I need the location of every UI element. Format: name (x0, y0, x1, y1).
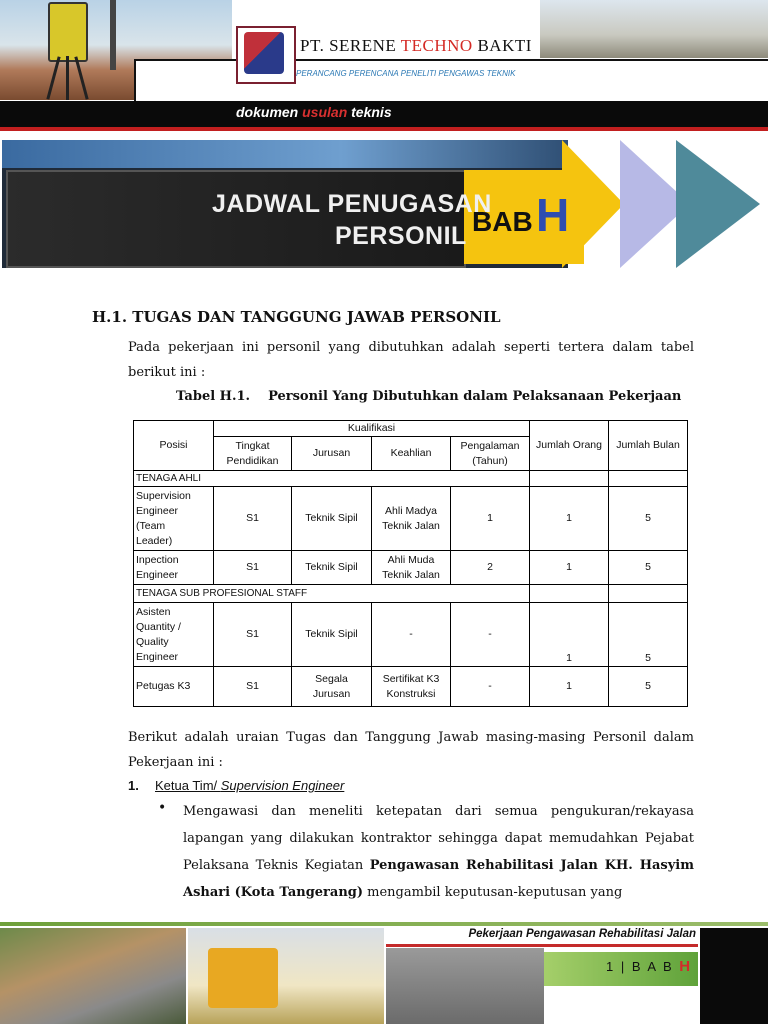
cell-keahlian: Sertifikat K3 Konstruksi (372, 667, 451, 707)
section-heading: H.1. TUGAS DAN TANGGUNG JAWAB PERSONIL (92, 308, 501, 326)
description-intro: Berikut adalah uraian Tugas dan Tanggung Jawab masing-masing Personil dalam Pekerjaan ini : (128, 730, 694, 770)
cell-posisi: Inpection Engineer (134, 551, 214, 585)
cell-orang: 1 (530, 487, 609, 551)
cell-tingkat: S1 (214, 487, 292, 551)
header-kualifikasi: Kualifikasi (214, 421, 530, 437)
table-row (134, 603, 688, 667)
chapter-label: BAB (472, 206, 533, 237)
cell-jurusan: Segala Jurusan (292, 667, 372, 707)
header-jurusan: Jurusan (292, 437, 372, 471)
company-logo (236, 26, 296, 84)
footer-title: Pekerjaan Pengawasan Rehabilitasi Jalan (468, 928, 696, 940)
cell-keahlian: Ahli Muda Teknik Jalan (372, 551, 451, 585)
excavator-icon (208, 948, 278, 1008)
header-tingkat: Tingkat Pendidikan (214, 437, 292, 471)
table-row (134, 551, 688, 585)
bullet-paragraph: Mengawasi dan meneliti ketepatan dari semua pengukuran/rekayasa lapangan yang dilakukan kontraktor sehingga dapat memudahkan Pejabat Pelaksana Teknis Kegiatan Pengawasan Rehabilitasi Jalan KH. Hasyim Ashari (Kota Tangerang) mengambil keputusan-keputusan yang (183, 804, 694, 900)
chevron-teal-icon (676, 140, 760, 268)
chapter-title-line2: PERSONIL (335, 222, 467, 250)
cell-pengalaman: - (451, 667, 530, 707)
table-row (134, 667, 688, 707)
cell-bulan: 5 (609, 667, 688, 707)
cell-tingkat: S1 (214, 603, 292, 667)
cell-jurusan: Teknik Sipil (292, 487, 372, 551)
footer-photo-road (0, 928, 186, 1024)
chapter-letter: H (536, 189, 570, 241)
header-photo-workers (540, 0, 768, 58)
cell-posisi: Supervision Engineer (Team Leader) (134, 487, 214, 551)
cell-bulan: 5 (609, 487, 688, 551)
slogan-box (134, 59, 768, 103)
chevron-yellow-icon (562, 140, 624, 268)
red-divider (0, 127, 768, 131)
company-slogan: PERANCANG PERENCANA PENELITI PENGAWAS TEKNIK (296, 69, 516, 78)
header-jumlah-bulan: Jumlah Bulan (609, 421, 688, 471)
list-number: 1. (128, 778, 139, 793)
cell-pengalaman: 1 (451, 487, 530, 551)
document-label: dokumen usulan teknis (236, 104, 392, 120)
cell-pengalaman: 2 (451, 551, 530, 585)
company-name: PT. SERENE TECHNO BAKTI (300, 36, 532, 55)
bullet-icon: • (158, 800, 167, 816)
header-keahlian: Keahlian (372, 437, 451, 471)
table-row (134, 487, 688, 551)
intro-paragraph: Pada pekerjaan ini personil yang dibutuhkan adalah seperti tertera dalam tabel berikut ini : (128, 340, 694, 380)
page-header (0, 0, 768, 102)
cell-orang: 1 (530, 551, 609, 585)
cell-tingkat: S1 (214, 667, 292, 707)
cell-keahlian: Ahli Madya Teknik Jalan (372, 487, 451, 551)
footer-photo-excavator (188, 928, 384, 1024)
cell-posisi: Asisten Quantity / Quality Engineer (134, 603, 214, 667)
cell-tingkat: S1 (214, 551, 292, 585)
footer-divider (0, 922, 768, 926)
footer-red-line (386, 944, 698, 947)
table-caption: Tabel H.1. Personil Yang Dibutuhkan dalam Pelaksanaan Pekerjaan (176, 389, 682, 404)
section-row-sub-profesional: TENAGA SUB PROFESIONAL STAFF (134, 585, 530, 603)
surveying-instrument-icon (48, 2, 88, 62)
cell-pengalaman: - (451, 603, 530, 667)
page-number: 1 | B A B H (606, 958, 691, 975)
cell-orang: 1 (530, 603, 609, 667)
section-row-tenaga-ahli: TENAGA AHLI (134, 471, 530, 487)
footer-photo-street (386, 948, 544, 1024)
cell-bulan: 5 (609, 603, 688, 667)
cell-posisi: Petugas K3 (134, 667, 214, 707)
list-item-title: Ketua Tim/ Supervision Engineer (155, 778, 345, 793)
personnel-table (133, 420, 688, 707)
cell-jurusan: Teknik Sipil (292, 603, 372, 667)
header-jumlah-orang: Jumlah Orang (530, 421, 609, 471)
header-posisi: Posisi (134, 421, 214, 471)
cell-keahlian: - (372, 603, 451, 667)
chapter-title-line1: JADWAL PENUGASAN (212, 190, 492, 218)
footer-black-block (700, 928, 768, 1024)
cell-jurusan: Teknik Sipil (292, 551, 372, 585)
cell-orang: 1 (530, 667, 609, 707)
header-pengalaman: Pengalaman (Tahun) (451, 437, 530, 471)
cell-bulan: 5 (609, 551, 688, 585)
